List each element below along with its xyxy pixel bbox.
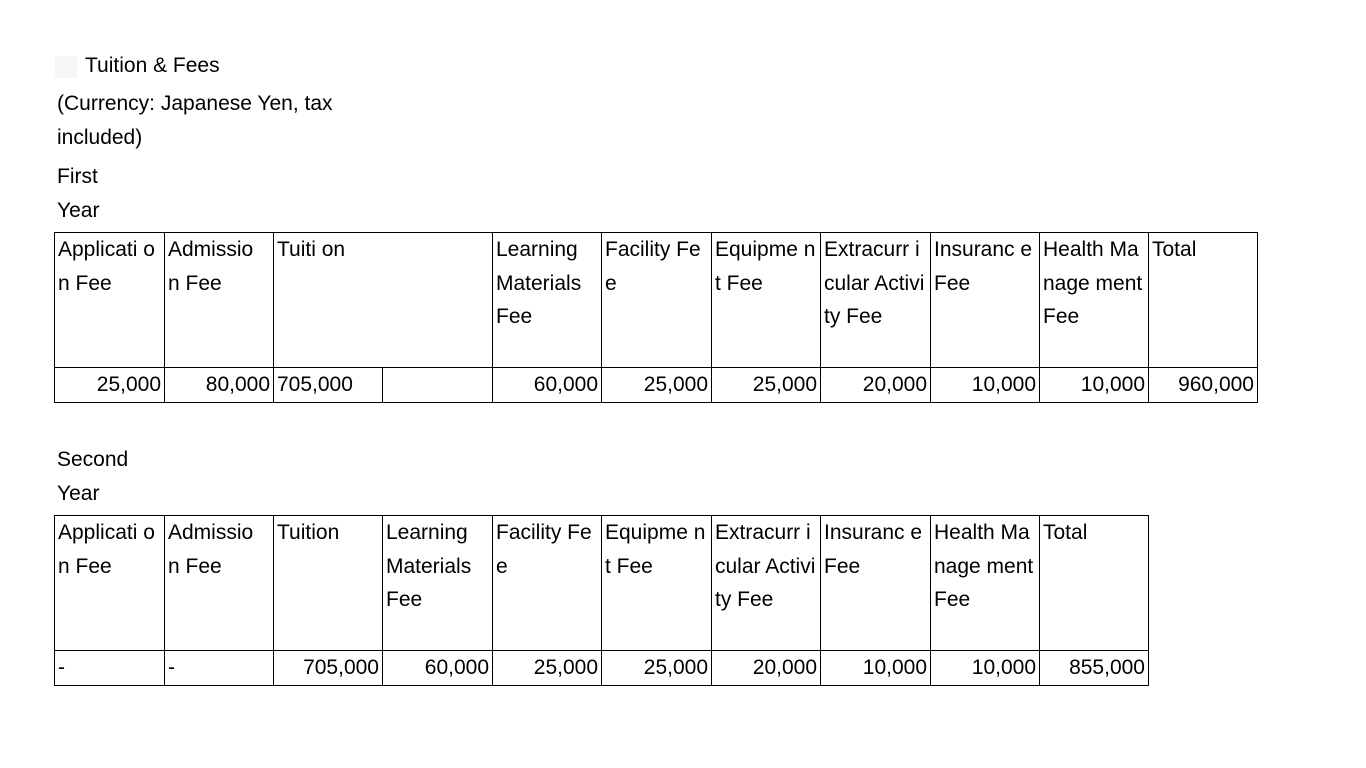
header-facility-fee: Facility Fee: [602, 233, 712, 368]
header-extracurricular-activity-fee: Extracurr icular Activity Fee: [821, 233, 931, 368]
first-year-label-line1: First: [57, 165, 98, 188]
header-facility-fee: Facility Fee: [493, 516, 602, 651]
header-admission-fee: Admissio n Fee: [165, 516, 274, 651]
value-facility-fee: 25,000: [602, 368, 712, 403]
value-insurance-fee: 10,000: [931, 368, 1040, 403]
value-learning-materials-fee: 60,000: [493, 368, 602, 403]
header-insurance-fee: Insuranc e Fee: [931, 233, 1040, 368]
header-equipment-fee: Equipme nt Fee: [712, 233, 821, 368]
value-equipment-fee: 25,000: [602, 651, 712, 686]
header-total: Total: [1040, 516, 1149, 651]
header-application-fee: Applicati on Fee: [55, 516, 165, 651]
value-health-management-fee: 10,000: [931, 651, 1040, 686]
second-year-fee-table: [54, 515, 1149, 686]
value-total: 855,000: [1040, 651, 1149, 686]
value-application-fee: 25,000: [55, 368, 165, 403]
currency-note-line2: included): [57, 126, 143, 149]
value-health-management-fee: 10,000: [1040, 368, 1149, 403]
table-value-row: [55, 651, 1149, 686]
value-insurance-fee: 10,000: [821, 651, 931, 686]
second-year-label-line1: Second: [57, 448, 129, 471]
header-application-fee: Applicati on Fee: [55, 233, 165, 368]
value-extracurricular-activity-fee: 20,000: [821, 368, 931, 403]
currency-note-line1: (Currency: Japanese Yen, tax: [57, 92, 333, 115]
header-equipment-fee: Equipme nt Fee: [602, 516, 712, 651]
header-tuition: Tuition: [274, 516, 383, 651]
value-admission-fee: -: [165, 651, 274, 686]
first-year-fee-table: [54, 232, 1258, 403]
document-icon: [55, 56, 77, 78]
value-total: 960,000: [1149, 368, 1258, 403]
table-value-row: [55, 368, 1258, 403]
header-learning-materials-fee: Learning Materials Fee: [493, 233, 602, 368]
header-extracurricular-activity-fee: Extracurr icular Activity Fee: [712, 516, 821, 651]
header-admission-fee: Admissio n Fee: [165, 233, 274, 368]
empty-cell: [383, 368, 493, 403]
second-year-label-line2: Year: [57, 482, 100, 505]
header-tuition: Tuiti on: [274, 233, 493, 368]
table-header-row: [55, 516, 1149, 651]
value-extracurricular-activity-fee: 20,000: [712, 651, 821, 686]
header-total: Total: [1149, 233, 1258, 368]
table-header-row: [55, 233, 1258, 368]
value-admission-fee: 80,000: [165, 368, 274, 403]
first-year-label-line2: Year: [57, 199, 100, 222]
value-tuition: 705,000: [274, 651, 383, 686]
header-health-management-fee: Health Manage ment Fee: [1040, 233, 1149, 368]
section-title: Tuition & Fees: [85, 54, 220, 77]
header-learning-materials-fee: Learning Materials Fee: [383, 516, 493, 651]
value-equipment-fee: 25,000: [712, 368, 821, 403]
value-learning-materials-fee: 60,000: [383, 651, 493, 686]
value-facility-fee: 25,000: [493, 651, 602, 686]
value-tuition: 705,000: [274, 368, 383, 403]
header-insurance-fee: Insuranc e Fee: [821, 516, 931, 651]
header-health-management-fee: Health Manage ment Fee: [931, 516, 1040, 651]
value-application-fee: -: [55, 651, 165, 686]
